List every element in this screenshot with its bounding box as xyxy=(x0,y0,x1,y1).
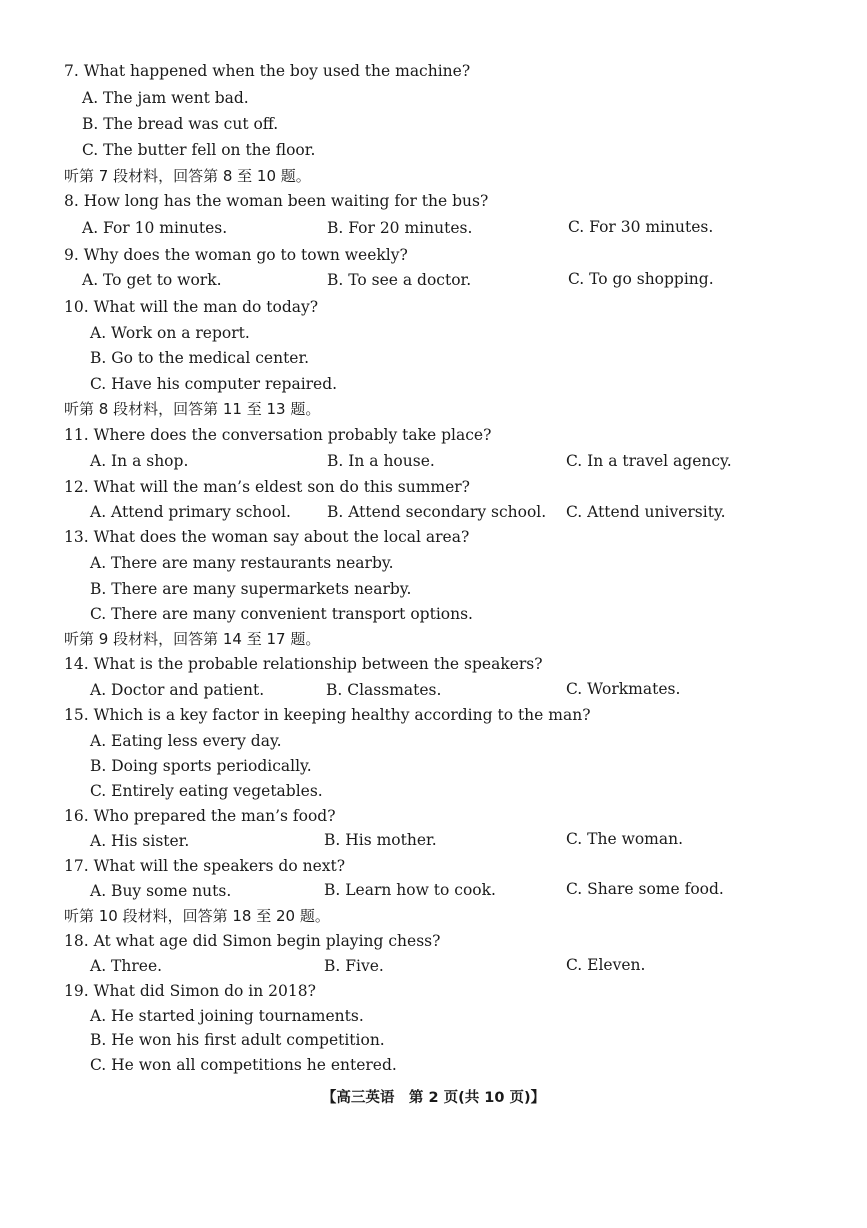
question-16: 16. Who prepared the man’s food? xyxy=(64,807,336,825)
option-11b: B. In a house. xyxy=(327,452,435,470)
option-16b: B. His mother. xyxy=(324,831,437,849)
option-11a: A. In a shop. xyxy=(90,452,189,470)
option-17c: C. Share some food. xyxy=(566,880,724,898)
option-18b: B. Five. xyxy=(324,957,384,975)
option-16a: A. His sister. xyxy=(90,832,190,850)
question-11: 11. Where does the conversation probably take place? xyxy=(64,426,492,444)
option-15b: B. Doing sports periodically. xyxy=(90,757,312,775)
option-10a: A. Work on a report. xyxy=(90,324,250,342)
option-13a: A. There are many restaurants nearby. xyxy=(90,554,394,572)
option-9b: B. To see a doctor. xyxy=(327,271,472,289)
question-13: 13. What does the woman say about the local area? xyxy=(64,528,470,546)
option-19c: C. He won all competitions he entered. xyxy=(90,1056,397,1074)
option-7b: B. The bread was cut off. xyxy=(82,115,279,133)
option-11c: C. In a travel agency. xyxy=(566,452,732,470)
option-19b: B. He won his first adult competition. xyxy=(90,1031,385,1049)
option-12c: C. Attend university. xyxy=(566,503,726,521)
option-15a: A. Eating less every day. xyxy=(90,732,282,750)
option-8c: C. For 30 minutes. xyxy=(568,218,714,236)
option-9c: C. To go shopping. xyxy=(568,270,714,288)
option-7a: A. The jam went bad. xyxy=(82,89,249,107)
option-8a: A. For 10 minutes. xyxy=(82,219,228,237)
section-heading-8: 听第 8 段材料，回答第 11 至 13 题。 xyxy=(64,400,321,418)
option-7c: C. The butter fell on the floor. xyxy=(82,141,316,159)
question-17: 17. What will the speakers do next? xyxy=(64,857,346,875)
page-footer: 【高三英语 第 2 页(共 10 页)】 xyxy=(321,1090,546,1106)
option-18a: A. Three. xyxy=(90,957,163,975)
option-19a: A. He started joining tournaments. xyxy=(90,1007,364,1025)
option-8b: B. For 20 minutes. xyxy=(327,219,473,237)
option-16c: C. The woman. xyxy=(566,830,684,848)
question-18: 18. At what age did Simon begin playing chess? xyxy=(64,932,441,950)
option-14b: B. Classmates. xyxy=(326,681,442,699)
section-heading-10: 听第 10 段材料，回答第 18 至 20 题。 xyxy=(64,907,330,925)
section-heading-9: 听第 9 段材料，回答第 14 至 17 题。 xyxy=(64,630,321,648)
option-15c: C. Entirely eating vegetables. xyxy=(90,782,323,800)
option-12a: A. Attend primary school. xyxy=(90,503,291,521)
question-7: 7. What happened when the boy used the machine? xyxy=(64,62,471,80)
option-10c: C. Have his computer repaired. xyxy=(90,375,338,393)
question-10: 10. What will the man do today? xyxy=(64,298,319,316)
question-9: 9. Why does the woman go to town weekly? xyxy=(64,246,408,264)
option-17b: B. Learn how to cook. xyxy=(324,881,496,899)
option-14a: A. Doctor and patient. xyxy=(90,681,265,699)
question-12: 12. What will the man’s eldest son do this summer? xyxy=(64,478,470,496)
question-14: 14. What is the probable relationship between the speakers? xyxy=(64,655,543,673)
option-9a: A. To get to work. xyxy=(82,271,222,289)
option-13c: C. There are many convenient transport options. xyxy=(90,605,473,623)
option-14c: C. Workmates. xyxy=(566,680,681,698)
question-15: 15. Which is a key factor in keeping healthy according to the man? xyxy=(64,706,591,724)
section-heading-7: 听第 7 段材料，回答第 8 至 10 题。 xyxy=(64,167,311,185)
option-13b: B. There are many supermarkets nearby. xyxy=(90,580,412,598)
option-10b: B. Go to the medical center. xyxy=(90,349,310,367)
question-19: 19. What did Simon do in 2018? xyxy=(64,982,316,1000)
option-18c: C. Eleven. xyxy=(566,956,646,974)
option-12b: B. Attend secondary school. xyxy=(327,503,547,521)
question-8: 8. How long has the woman been waiting for the bus? xyxy=(64,192,489,210)
option-17a: A. Buy some nuts. xyxy=(90,882,232,900)
